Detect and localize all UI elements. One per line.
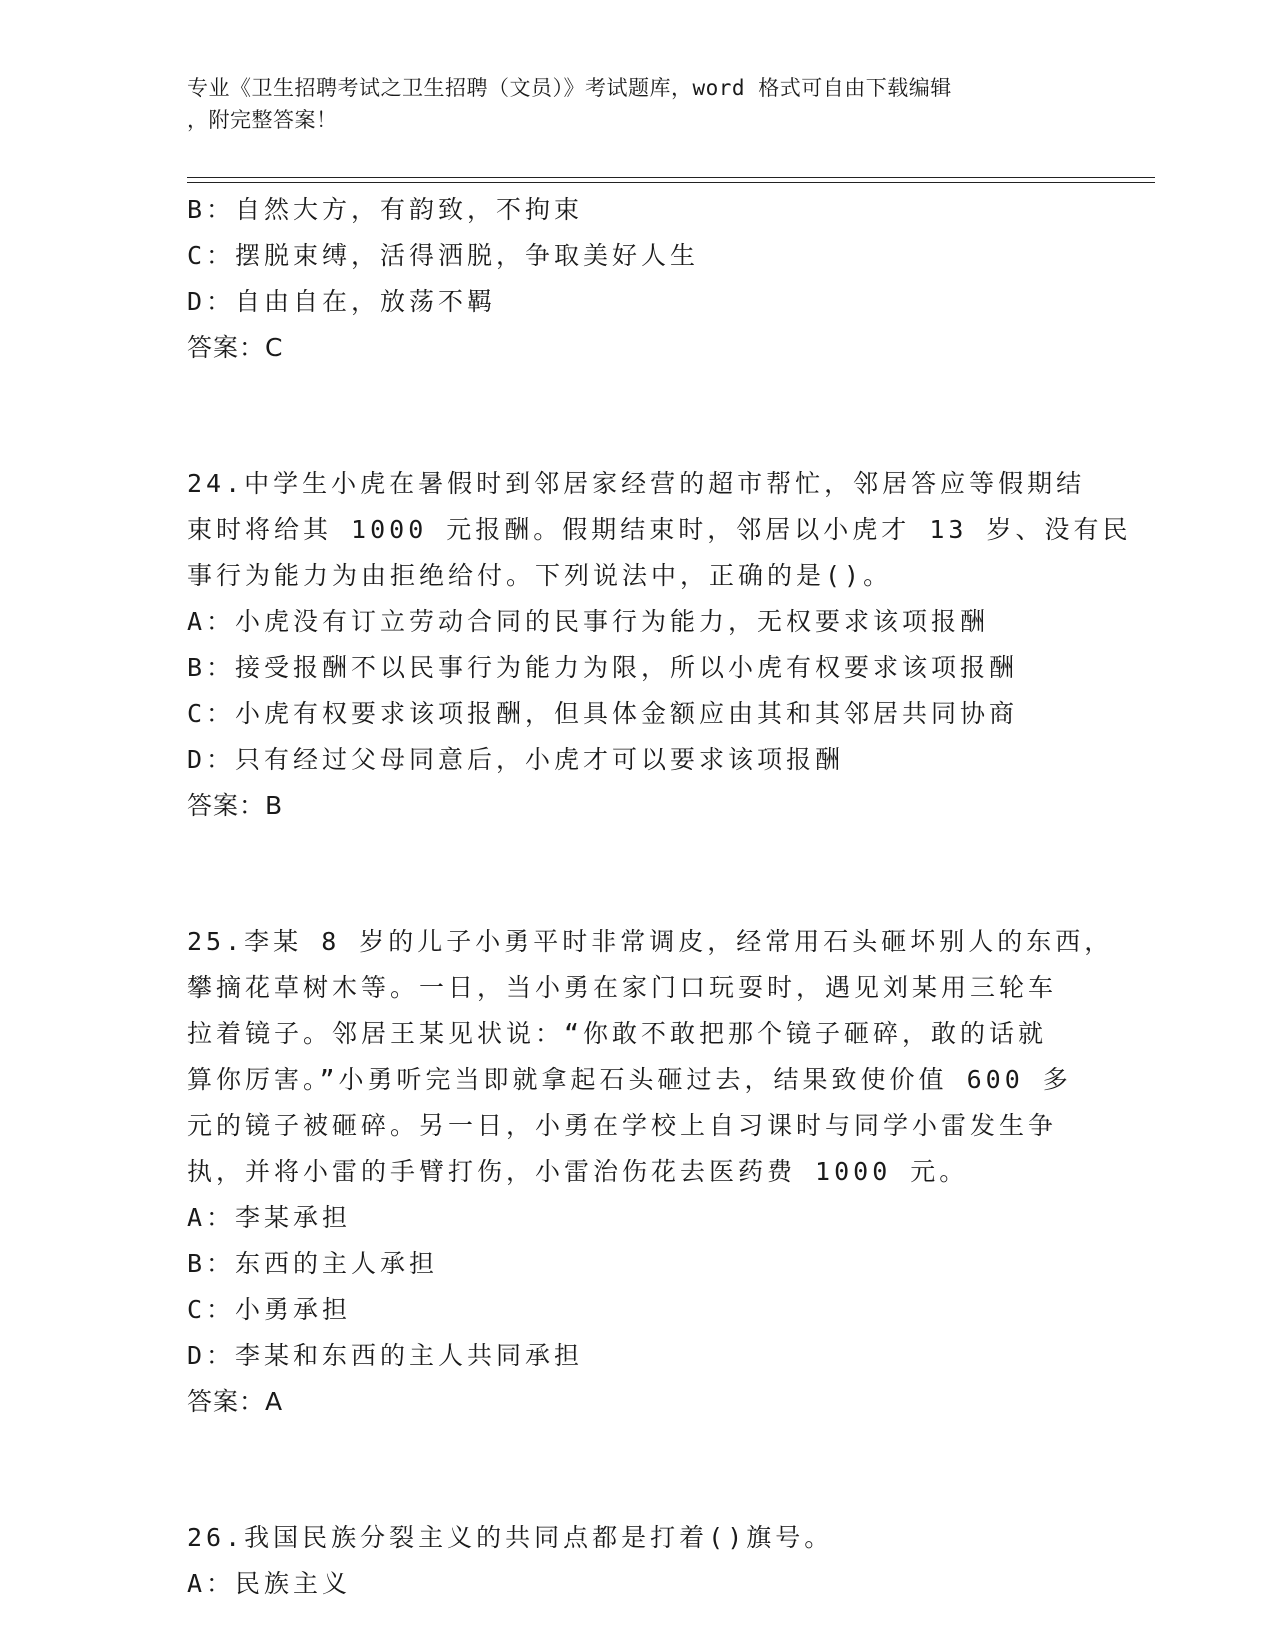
question-stem-line: 24.中学生小虎在暑假时到邻居家经营的超市帮忙，邻居答应等假期结	[187, 469, 1086, 498]
option-c: C：小勇承担	[187, 1295, 352, 1324]
question-23-continued	[187, 187, 1087, 371]
question-gap	[187, 371, 1087, 461]
option-c: C：小虎有权要求该项报酬，但具体金额应由其和其邻居共同协商	[187, 699, 1019, 728]
question-stem-line: 执，并将小雷的手臂打伤，小雷治伤花去医药费 1000 元。	[187, 1157, 969, 1186]
header-line-2: ，附完整答案！	[187, 108, 338, 132]
option-d: D：李某和东西的主人共同承担	[187, 1341, 584, 1370]
option-d: D：只有经过父母同意后，小虎才可以要求该项报酬	[187, 745, 845, 774]
question-stem-line: 25.李某 8 岁的儿子小勇平时非常调皮，经常用石头砸坏别人的东西，	[187, 927, 1114, 956]
question-stem-line: 拉着镜子。邻居王某见状说：“你敢不敢把那个镜子砸碎，敢的话就	[187, 1019, 1048, 1048]
question-stem-line: 26.我国民族分裂主义的共同点都是打着()旗号。	[187, 1523, 834, 1552]
option-c: C：摆脱束缚，活得洒脱，争取美好人生	[187, 241, 700, 270]
question-stem-line: 束时将给其 1000 元报酬。假期结束时，邻居以小虎才 13 岁、没有民	[187, 515, 1132, 544]
option-a: A：小虎没有订立劳动合同的民事行为能力，无权要求该项报酬	[187, 607, 990, 636]
question-gap	[187, 1425, 1087, 1515]
option-d: D：自由自在，放荡不羁	[187, 287, 497, 316]
option-a: A：李某承担	[187, 1203, 352, 1232]
question-26	[187, 1515, 1087, 1607]
document-body	[187, 187, 1132, 1607]
page-header	[187, 72, 1067, 136]
answer-line: 答案：B	[187, 791, 284, 820]
question-stem-line: 算你厉害。”小勇听完当即就拿起石头砸过去，结果致使价值 600 多	[187, 1065, 1072, 1094]
question-24	[187, 461, 1132, 829]
question-gap	[187, 829, 1087, 919]
answer-line: 答案：A	[187, 1387, 284, 1416]
option-b: B：接受报酬不以民事行为能力为限，所以小虎有权要求该项报酬	[187, 653, 1019, 682]
question-stem-line: 攀摘花草树木等。一日，当小勇在家门口玩耍时，遇见刘某用三轮车	[187, 973, 1058, 1002]
option-b: B：东西的主人承担	[187, 1249, 439, 1278]
header-divider-top	[187, 177, 1155, 178]
header-divider-bottom	[187, 182, 1155, 183]
question-25	[187, 919, 1114, 1425]
question-stem-line: 元的镜子被砸碎。另一日，小勇在学校上自习课时与同学小雷发生争	[187, 1111, 1058, 1140]
option-b: B：自然大方，有韵致，不拘束	[187, 195, 584, 224]
option-a: A：民族主义	[187, 1569, 352, 1598]
header-line-1: 专业《卫生招聘考试之卫生招聘（文员）》考试题库，word 格式可自由下载编辑	[187, 76, 952, 100]
answer-line: 答案：C	[187, 333, 284, 362]
question-stem-line: 事行为能力为由拒绝给付。下列说法中，正确的是()。	[187, 561, 893, 590]
